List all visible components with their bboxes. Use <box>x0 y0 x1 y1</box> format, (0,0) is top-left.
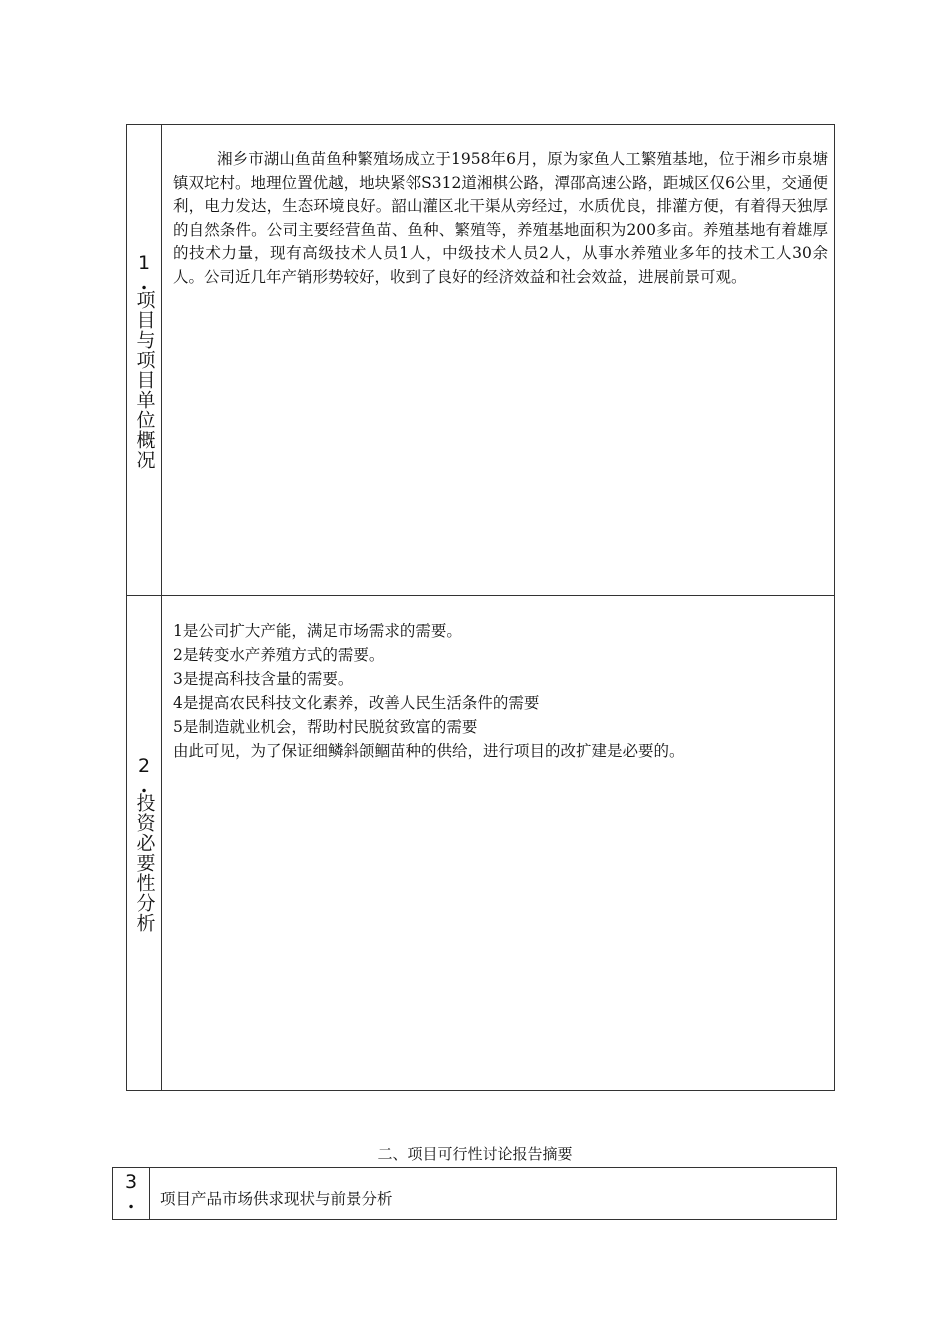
section-label: 投资必要性分析 <box>133 792 156 933</box>
row-project-overview <box>127 125 834 596</box>
row-label-cell <box>127 125 162 595</box>
content-cell <box>162 596 834 1090</box>
project-table <box>126 124 835 1091</box>
section-title: 二、项目可行性讨论报告摘要 <box>377 1145 573 1163</box>
section-number: 2 <box>137 754 151 777</box>
row-label-cell <box>113 1168 150 1219</box>
list-item: 5是制造就业机会，帮助村民脱贫致富的需要 <box>173 718 478 736</box>
list-item: 由此可见，为了保证细鳞斜颌鲴苗种的供给，进行项目的改扩建是必要的。 <box>173 742 685 760</box>
summary-table <box>112 1167 837 1220</box>
list-item: 2是转变水产养殖方式的需要。 <box>173 646 385 664</box>
section-number: 3 <box>124 1171 138 1193</box>
vertical-label <box>132 251 157 470</box>
overview-paragraph: 湘乡市湖山鱼苗鱼种繁殖场成立于1958年6月，原为家鱼人工繁殖基地，位于湘乡市泉塘镇双坨村。地理位置优越，地块紧邻S312道湘棋公路，潭邵高速公路，距城区仅6公里，交通便利，电力发达，生态环境良好。韶山灌区北干渠从旁经过，水质优良，排灌方便，有着得天独厚的自然条件。公司主要经营鱼苗、鱼种、繁殖等，养殖基地面积为200多亩。养殖基地有着雄厚的技术力量，现有高级技术人员1人，中级技术人员2人，从事水养殖业多年的技术工人30余人。公司近几年产销形势较好，收到了良好的经济效益和社会效益，进展前景可观。 <box>173 150 828 286</box>
section-label: 项目与项目单位概况 <box>133 289 156 470</box>
content-cell <box>162 125 834 595</box>
section-dot: . <box>140 774 148 797</box>
section-dot: . <box>127 1191 135 1213</box>
row-investment-necessity <box>127 596 834 1090</box>
row-label-cell <box>127 596 162 1090</box>
list-item: 4是提高农民科技文化素养，改善人民生活条件的需要 <box>173 694 540 712</box>
necessity-list <box>173 619 828 763</box>
vertical-label <box>132 754 157 933</box>
section-dot: . <box>140 271 148 294</box>
section-number: 1 <box>137 251 151 274</box>
list-item: 3是提高科技含量的需要。 <box>173 670 354 688</box>
market-analysis-heading: 项目产品市场供求现状与前景分析 <box>160 1190 393 1208</box>
list-item: 1是公司扩大产能，满足市场需求的需要。 <box>173 622 462 640</box>
